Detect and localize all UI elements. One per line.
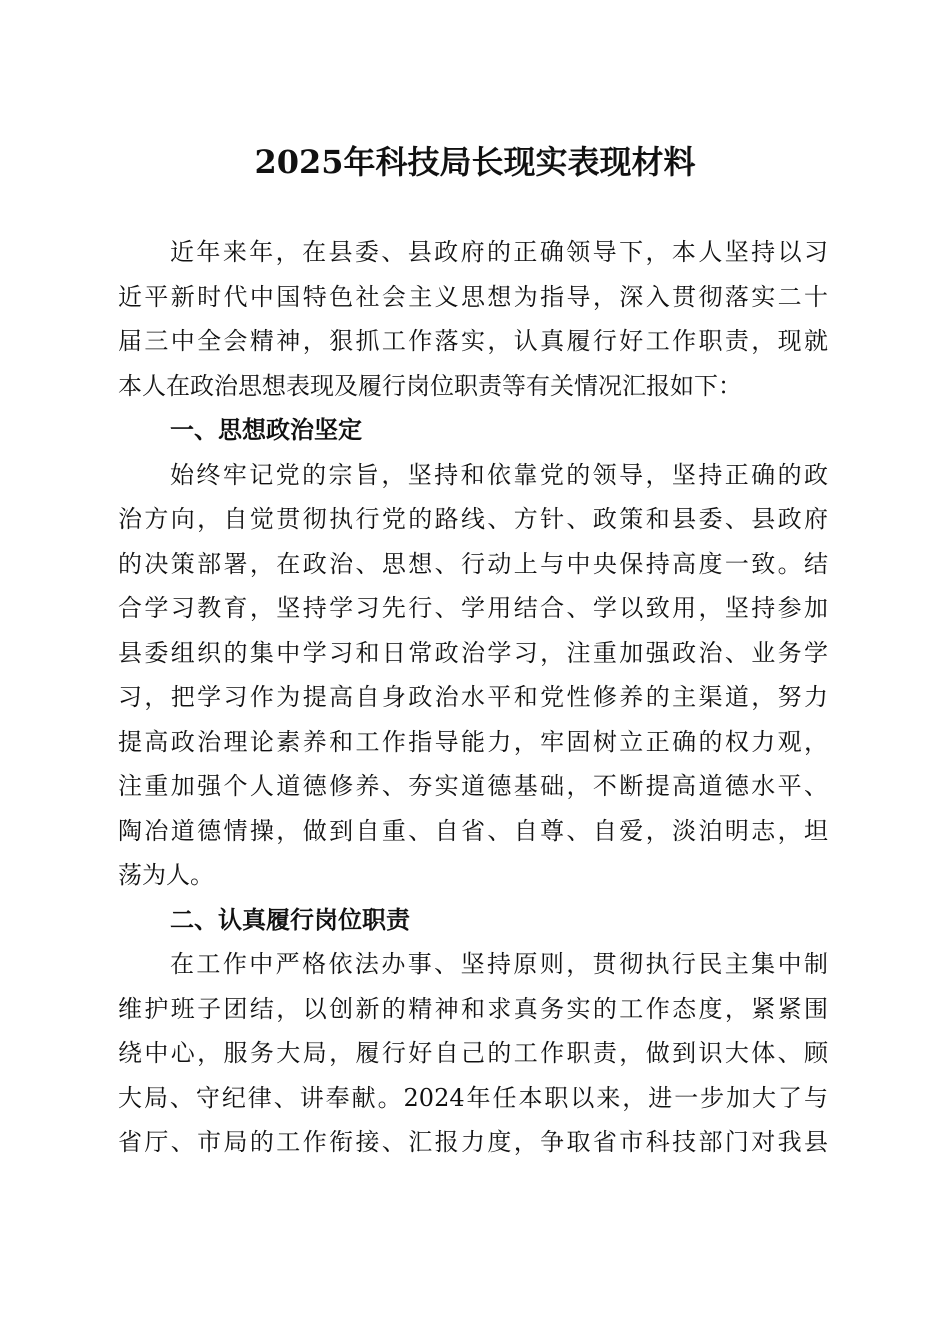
paragraph-line: 的决策部署，在政治、思想、行动上与中央保持高度一致。结 <box>118 549 828 578</box>
paragraph-line: 绕中心，服务大局，履行好自己的工作职责，做到识大体、顾 <box>118 1039 828 1067</box>
paragraph-line: 习，把学习作为提高自身政治水平和党性修养的主渠道，努力 <box>118 683 828 711</box>
paragraph-line: 治方向，自觉贯彻执行党的路线、方针、政策和县委、县政府 <box>118 505 828 533</box>
paragraph-line: 维护班子团结，以创新的精神和求真务实的工作态度，紧紧围 <box>118 994 828 1023</box>
paragraph-line: 提高政治理论素养和工作指导能力，牢固树立正确的权力观， <box>118 727 828 756</box>
paragraph-line: 合学习教育，坚持学习先行、学用结合、学以致用，坚持参加 <box>118 594 828 622</box>
paragraph-line: 荡为人。 <box>118 861 214 889</box>
paragraph-line: 近平新时代中国特色社会主义思想为指导，深入贯彻落实二十 <box>118 282 828 311</box>
document-body <box>118 230 828 1165</box>
paragraph-line: 始终牢记党的宗旨，坚持和依靠党的领导，坚持正确的政 <box>170 460 828 489</box>
section-heading: 二、认真履行岗位职责 <box>170 905 410 934</box>
document-title: 2025年科技局长现实表现材料 <box>254 143 696 181</box>
paragraph-line: 近年来年，在县委、县政府的正确领导下，本人坚持以习 <box>170 238 828 266</box>
paragraph-line: 在工作中严格依法办事、坚持原则，贯彻执行民主集中制 <box>170 950 828 978</box>
paragraph-line: 届三中全会精神，狠抓工作落实，认真履行好工作职责，现就 <box>118 327 828 355</box>
section-heading: 一、思想政治坚定 <box>170 416 362 444</box>
paragraph-line: 县委组织的集中学习和日常政治学习，注重加强政治、业务学 <box>118 638 828 667</box>
paragraph-line: 陶冶道德情操，做到自重、自省、自尊、自爱，淡泊明志，坦 <box>118 816 828 845</box>
paragraph-line: 注重加强个人道德修养、夯实道德基础，不断提高道德水平、 <box>118 772 828 800</box>
paragraph-line: 省厅、市局的工作衔接、汇报力度，争取省市科技部门对我县 <box>118 1128 828 1156</box>
paragraph-line: 大局、守纪律、讲奉献。2024年任本职以来，进一步加大了与 <box>118 1083 828 1112</box>
paragraph-line: 本人在政治思想表现及履行岗位职责等有关情况汇报如下： <box>118 371 742 400</box>
